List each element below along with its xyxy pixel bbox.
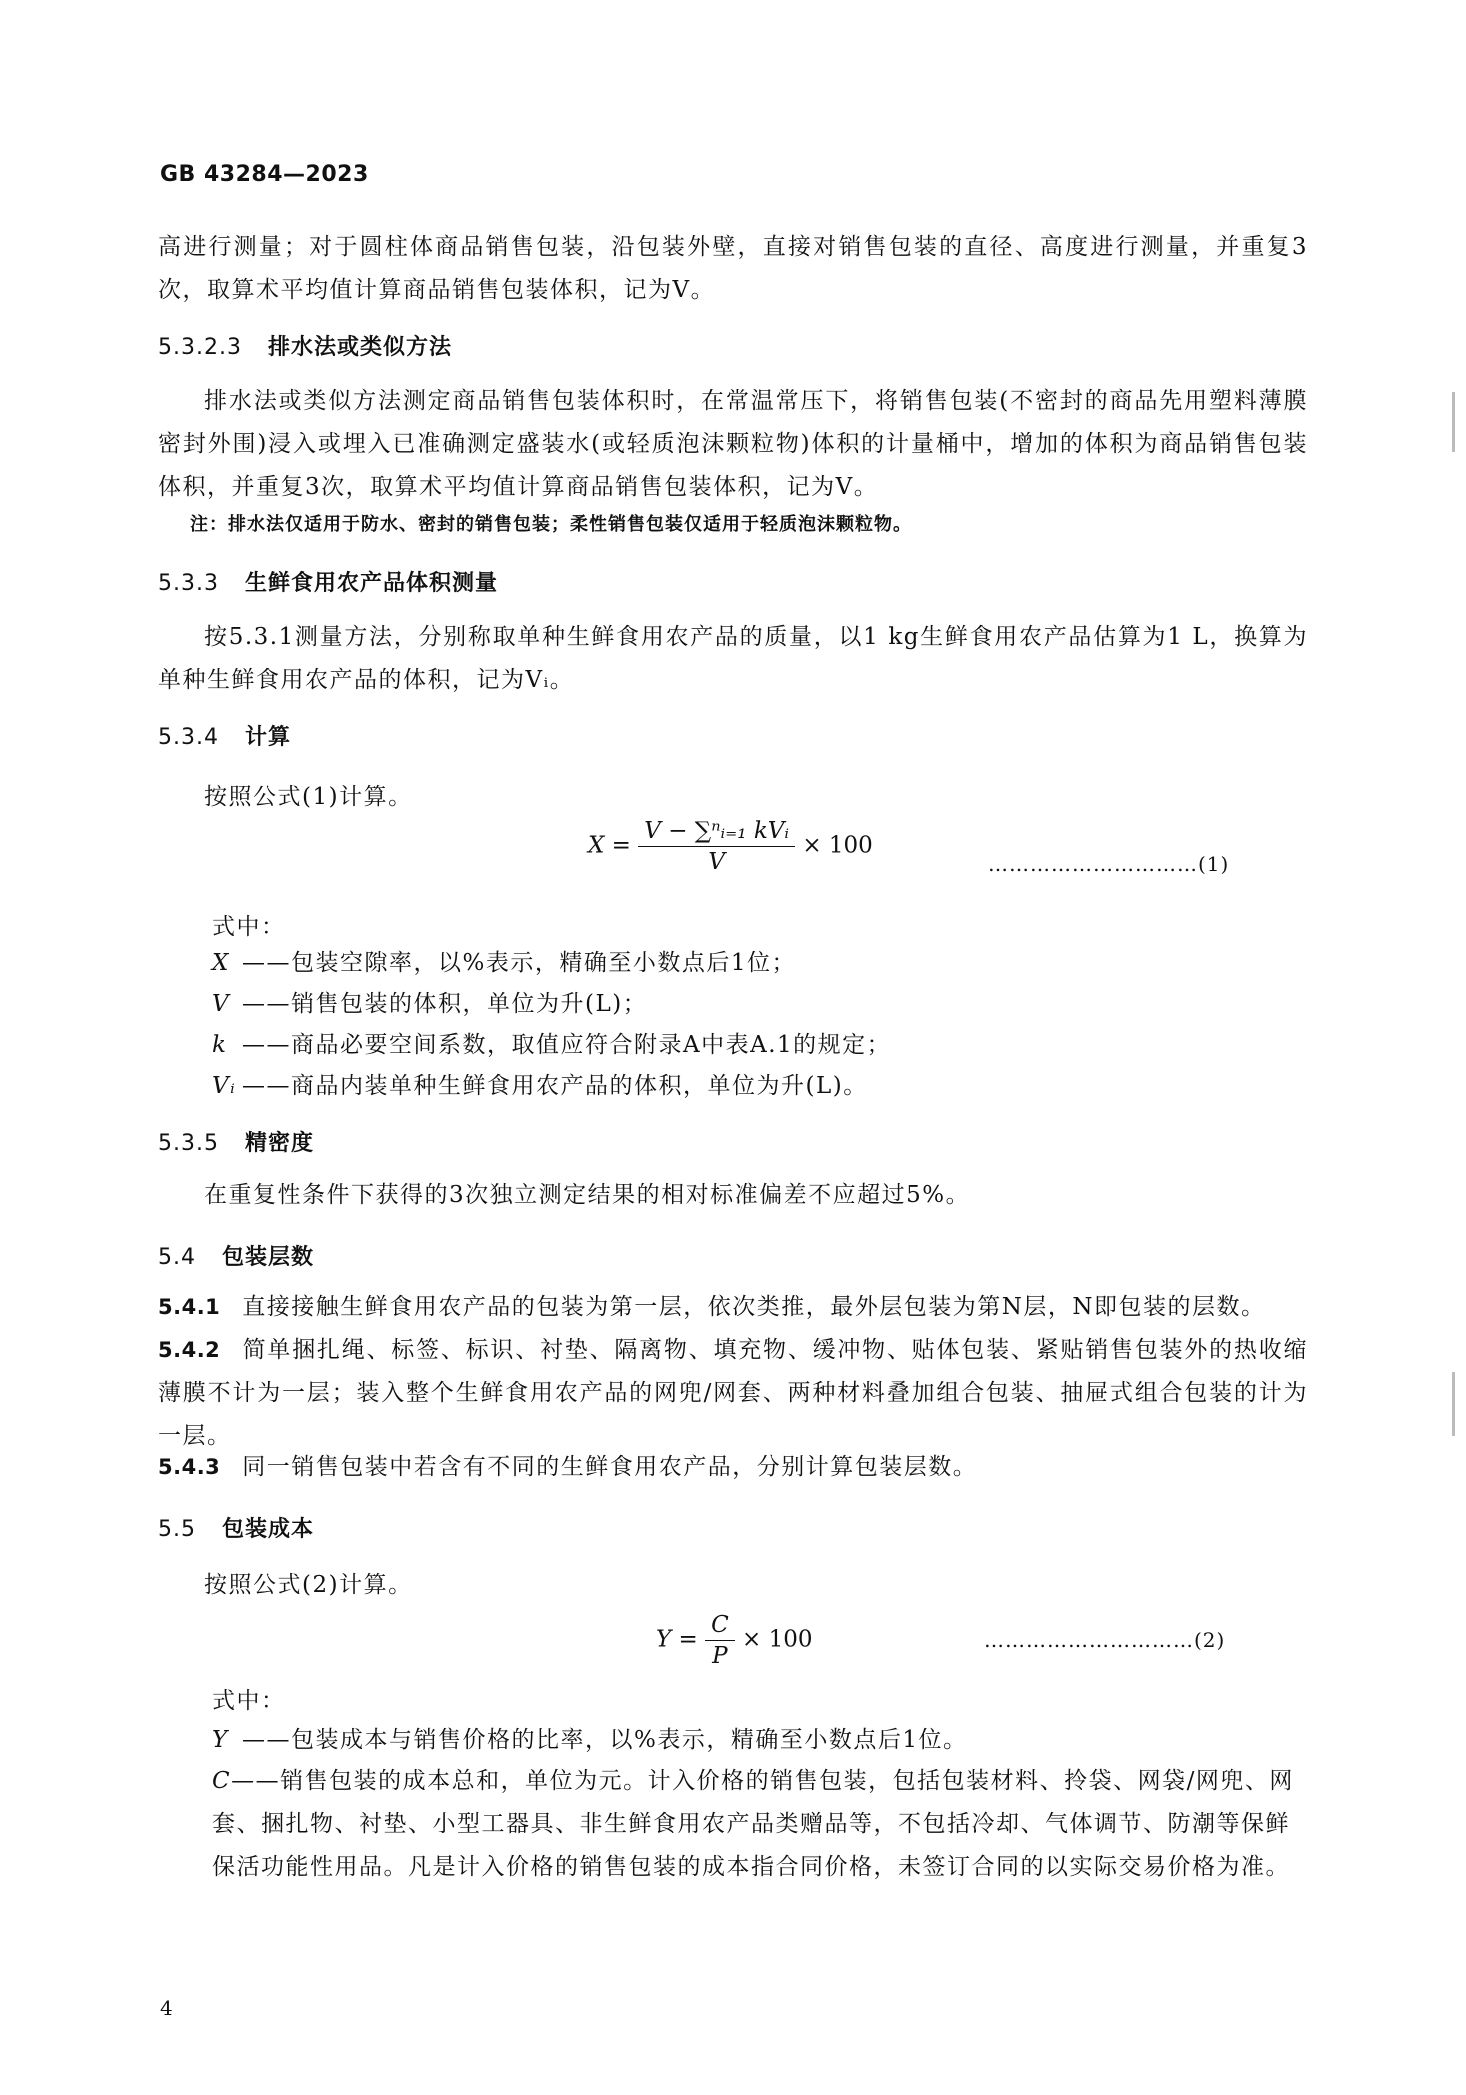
symbol-def-row <box>212 1066 868 1106</box>
symbol-description: ——销售包装的体积，单位为升(L)； <box>242 991 648 1017</box>
section-title: 包装层数 <box>222 1245 315 1270</box>
section-number: 5.5 <box>158 1517 196 1542</box>
symbol: C <box>212 1768 232 1794</box>
symbol-description: ——包装成本与销售价格的比率，以%表示，精确至小数点后1位。 <box>242 1727 968 1753</box>
clause-text: 简单捆扎绳、标签、标识、衬垫、隔离物、填充物、缓冲物、贴体包装、紧贴销售包装外的热收缩薄膜不计为一层；装入整个生鲜食用农产品的网兜/网套、两种材料叠加组合包装、抽屉式组合包装的计为一层。 <box>158 1337 1308 1449</box>
clause-number: 5.4.1 <box>158 1295 221 1319</box>
standard-number: GB 43284—2023 <box>160 162 369 187</box>
clause-number: 5.4.3 <box>158 1455 221 1479</box>
paragraph-continued: 高进行测量；对于圆柱体商品销售包装，沿包装外壁，直接对销售包装的直径、高度进行测量，并重复3次，取算术平均值计算商品销售包装体积，记为V。 <box>158 234 1308 303</box>
symbol-description: ——商品必要空间系数，取值应符合附录A中表A.1的规定； <box>242 1032 892 1058</box>
formula-multiplier: × 100 <box>802 832 873 859</box>
section-number: 5.3.4 <box>158 725 219 750</box>
formula-fraction <box>705 1612 735 1669</box>
symbol: Y <box>212 1727 229 1753</box>
section-title: 排水法或类似方法 <box>267 335 452 360</box>
formula-leader: …………………………(1) <box>988 852 1230 876</box>
symbol: Vᵢ <box>212 1073 237 1099</box>
symbol-def-row <box>212 1025 891 1065</box>
section-heading-5-3-5 <box>158 1126 314 1157</box>
clause-5-4-1 <box>158 1286 1308 1329</box>
section-title: 包装成本 <box>222 1517 315 1542</box>
section-title: 精密度 <box>244 1131 314 1156</box>
clause-text: 同一销售包装中若含有不同的生鲜食用农产品，分别计算包装层数。 <box>242 1454 978 1480</box>
formula-fraction <box>638 818 795 875</box>
section-heading-5-5 <box>158 1512 314 1543</box>
formula-1 <box>588 818 873 875</box>
formula-leader: …………………………(2) <box>984 1628 1226 1652</box>
section-number: 5.3.3 <box>158 571 219 596</box>
section-number: 5.3.2.3 <box>158 335 242 360</box>
paragraph-5-5: 按照公式(2)计算。 <box>204 1572 413 1598</box>
symbol-def-row <box>212 943 796 983</box>
section-number: 5.3.5 <box>158 1131 219 1156</box>
formula-lhs: X = <box>588 832 631 859</box>
section-heading-5-4 <box>158 1240 314 1271</box>
paragraph-5-3-3: 按5.3.1测量方法，分别称取单种生鲜食用农产品的质量，以1 kg生鲜食用农产品估算为1 L，换算为单种生鲜食用农产品的体积，记为Vᵢ。 <box>158 624 1308 693</box>
section-title: 生鲜食用农产品体积测量 <box>244 571 498 596</box>
section-title: 计算 <box>244 725 291 750</box>
formula-multiplier: × 100 <box>742 1626 813 1653</box>
symbol-description: ——包装空隙率，以%表示，精确至小数点后1位； <box>242 950 796 976</box>
symbol-def-block <box>212 1760 1312 1889</box>
note: 注：排水法仅适用于防水、密封的销售包装；柔性销售包装仅适用于轻质泡沫颗粒物。 <box>190 514 912 535</box>
symbol: X <box>212 950 230 976</box>
section-heading-5-3-3 <box>158 566 498 597</box>
section-number: 5.4 <box>158 1245 196 1270</box>
symbol: k <box>212 1032 228 1058</box>
where-label: 式中： <box>212 914 286 940</box>
paragraph-5-3-4: 按照公式(1)计算。 <box>204 784 413 810</box>
section-heading-5-3-2-3 <box>158 330 452 361</box>
formula-denominator: P <box>712 1643 728 1669</box>
clause-text: 直接接触生鲜食用农产品的包装为第一层，依次类推，最外层包装为第N层，N即包装的层数。 <box>242 1294 1266 1320</box>
formula-2 <box>656 1612 813 1669</box>
clause-number: 5.4.2 <box>158 1338 221 1362</box>
section-heading-5-3-4 <box>158 720 291 751</box>
symbol-description: ——商品内装单种生鲜食用农产品的体积，单位为升(L)。 <box>242 1073 868 1099</box>
clause-5-4-2 <box>158 1329 1308 1458</box>
formula-numerator: V − ∑ⁿᵢ₌₁ kVᵢ <box>638 818 795 847</box>
symbol-description: ——销售包装的成本总和，单位为元。计入价格的销售包装，包括包装材料、拎袋、网袋/网兜、网套、捆扎物、衬垫、小型工器具、非生鲜食用农产品类赠品等，不包括冷却、气体调节、防潮等保鲜保活功能性用品。凡是计入价格的销售包装的成本指合同价格，未签订合同的以实际交易价格为准。 <box>212 1768 1294 1880</box>
formula-numerator: C <box>705 1612 735 1641</box>
paragraph-5-3-5: 在重复性条件下获得的3次独立测定结果的相对标准偏差不应超过5%。 <box>204 1182 971 1208</box>
formula-lhs: Y = <box>656 1626 698 1653</box>
paragraph-drain-method: 排水法或类似方法测定商品销售包装体积时，在常温常压下，将销售包装(不密封的商品先用塑料薄膜密封外围)浸入或埋入已准确测定盛装水(或轻质泡沫颗粒物)体积的计量桶中，增加的体积为商品销售包装体积，并重复3次，取算术平均值计算商品销售包装体积，记为V。 <box>158 388 1308 500</box>
symbol-def-row <box>212 1720 968 1760</box>
scan-edge-mark <box>1452 1372 1455 1436</box>
page-number: 4 <box>160 1996 173 2020</box>
symbol-def-row <box>212 984 647 1024</box>
formula-denominator: V <box>708 849 725 875</box>
symbol: V <box>212 991 231 1017</box>
clause-5-4-3 <box>158 1446 1308 1489</box>
scan-edge-mark <box>1452 392 1455 452</box>
where-label: 式中： <box>212 1688 286 1714</box>
